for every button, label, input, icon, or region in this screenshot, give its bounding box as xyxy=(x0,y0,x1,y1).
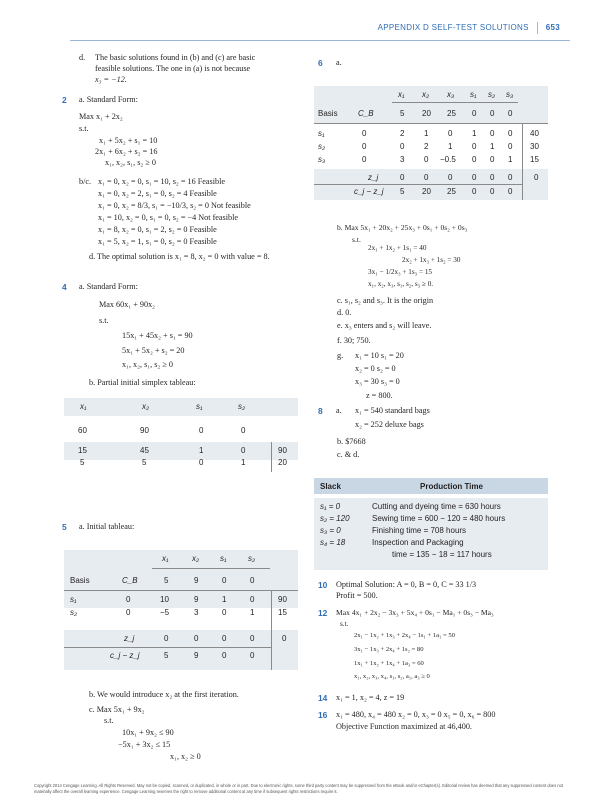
tableau6-cz-s2: 0 xyxy=(490,187,495,196)
tableau5-r1-rhs: 90 xyxy=(278,595,287,604)
tableau6-header-s3: s₃ xyxy=(506,90,514,99)
tableau5-header-s2: s₂ xyxy=(248,554,256,563)
problem-4-objective: Max 60x₁ + 90x₂ xyxy=(99,300,156,309)
tableau6-r1-x3: 0 xyxy=(448,129,453,138)
problem-6-constraint-2: 2x₂ + 1x₃ + 1s₂ = 30 xyxy=(402,256,461,264)
tableau-r2-s2: 1 xyxy=(241,458,246,467)
problem-5-constraint-2: −5x₁ + 3x₂ ≤ 15 xyxy=(118,740,171,749)
tableau6-cz-s3: 0 xyxy=(508,187,513,196)
tableau5-cz-s2: 0 xyxy=(250,651,255,660)
problem-12-number: 12 xyxy=(318,608,328,618)
basic-solution-6: x₁ = 5, x₂ = 1, s₁ = 0, s₂ = 0 Feasible xyxy=(98,237,217,246)
slack-row-2-desc: Sewing time = 600 − 120 = 480 hours xyxy=(372,514,506,523)
problem-4-a: a. Standard Form: xyxy=(79,282,138,291)
problem-16-line1: x₁ = 480, x₄ = 480 x₂ = 0, x₃ = 0 x₅ = 0, x₆ = 800 xyxy=(336,710,496,719)
tableau-rhs-divider xyxy=(271,442,272,472)
tableau6-zj-x2: 0 xyxy=(424,173,429,182)
problem-6-constraint-1: 2x₁ + 1x₂ + 1s₁ = 40 xyxy=(368,244,427,252)
problem-5-constraint-1: 10x₁ + 9x₂ ≤ 90 xyxy=(122,728,174,737)
tableau6-r2-x3: 1 xyxy=(448,142,453,151)
problem-6-g3: x₃ = 30 s₃ = 0 xyxy=(355,377,400,386)
tableau5-r2-cb: 0 xyxy=(126,608,131,617)
tableau6-cz-x1: 5 xyxy=(400,187,405,196)
tableau-header-s2: s₂ xyxy=(238,402,246,411)
tableau-r2-x1: 5 xyxy=(80,458,85,467)
problem-2-constraint-2: 2x₁ + 6x₂ + s₂ = 16 xyxy=(95,147,158,156)
tableau6-r3-rhs: 15 xyxy=(530,155,539,164)
problem-6-st: s.t. xyxy=(352,235,361,244)
tableau6-header-s2: s₂ xyxy=(488,90,496,99)
problem-16-line2: Objective Function maximized at 46,400. xyxy=(336,722,472,731)
tableau5-r2-x2: 3 xyxy=(194,608,199,617)
problem-8-a1: x₁ = 540 standard bags xyxy=(355,406,430,415)
tableau6-r1-s2: 0 xyxy=(490,129,495,138)
problem-2-st: s.t. xyxy=(79,124,89,133)
tableau6-basis-label: Basis xyxy=(318,109,338,118)
problem-6-c: c. s₁, s₂ and s₃. It is the origin xyxy=(337,296,434,305)
tableau5-zj-rule xyxy=(64,647,271,648)
tableau6-rhs-divider xyxy=(522,123,523,200)
tableau5-obj-s2: 0 xyxy=(250,576,255,585)
tableau6-r1-s3: 0 xyxy=(508,129,513,138)
problem-2-a: a. Standard Form: xyxy=(79,95,138,104)
item-d-line3: x₃ = −12. xyxy=(95,75,127,84)
tableau6-obj-x1: 5 xyxy=(400,109,405,118)
problem-5-c: c. Max 5x₁ + 9x₂ xyxy=(89,705,145,714)
problem-2-constraint-1: x₁ + 5x₂ + s₁ = 10 xyxy=(99,136,158,145)
tableau-header-s1: s₁ xyxy=(196,402,203,411)
copyright-footer: Copyright 2014 Cengage Learning. All Rights Reserved. May not be copied, scanned, or duplicated, in whole or in part. Due to electronic rights, some third party content may be suppressed from the eBook and/or eChapter(s). Editorial review has deemed that any suppressed content does not materially affect the overall learning experience. Cengage Learning reserves the right to remove additional content at any time if subsequent rights restrictions require it. xyxy=(34,783,564,794)
tableau6-zj-s3: 0 xyxy=(508,173,513,182)
tableau6-zj-label: z_j xyxy=(368,173,379,182)
tableau-header-x2: x₂ xyxy=(142,402,150,411)
tableau5-header-s1: s₁ xyxy=(220,554,227,563)
slack-row-2-slack: s₂ = 120 xyxy=(320,514,350,523)
tableau6-r2-x1: 0 xyxy=(400,142,405,151)
running-header xyxy=(378,22,560,34)
slack-row-3-desc: Finishing time = 708 hours xyxy=(372,526,467,535)
problem-12-constraint-2: 3x₁ − 1x₃ + 2x₄ + 1s₂ = 80 xyxy=(354,646,424,653)
tableau-r1-x2: 45 xyxy=(140,446,149,455)
slack-row-4-slack: s₄ = 18 xyxy=(320,538,346,547)
tableau6-header-x1: x₁ xyxy=(398,90,405,99)
header-rule xyxy=(70,40,570,41)
tableau5-r1-cb: 0 xyxy=(126,595,131,604)
tableau6-cz-x2: 20 xyxy=(422,187,431,196)
problem-10-line1: Optimal Solution: A = 0, B = 0, C = 33 1/3 xyxy=(336,580,477,589)
problem-14-answer: x₁ = 1, x₂ = 4, z = 19 xyxy=(336,693,405,702)
problem-5-tableau xyxy=(64,550,298,680)
problem-6-b: b. Max 5x₁ + 20x₂ + 25x₃ + 0s₁ + 0s₂ + 0s₃ xyxy=(337,223,468,232)
tableau5-r1-basis: s₁ xyxy=(70,595,77,604)
problem-14-number: 14 xyxy=(318,693,328,703)
tableau-r2-x2: 5 xyxy=(142,458,147,467)
tableau6-cz-x3: 25 xyxy=(447,187,456,196)
tableau5-obj-s1: 0 xyxy=(222,576,227,585)
tableau6-r3-s3: 1 xyxy=(508,155,513,164)
problem-8-c: c. & d. xyxy=(337,450,360,459)
tableau-r1-s1: 1 xyxy=(199,446,204,455)
basic-solution-2: x₁ = 0, x₂ = 2, s₁ = 0, s₂ = 4 Feasible xyxy=(98,189,217,198)
problem-8-number: 8 xyxy=(318,406,323,416)
tableau5-r2-x1: −5 xyxy=(160,608,170,617)
tableau-r2-s1: 0 xyxy=(199,458,204,467)
problem-6-constraint-3: 3x₁ − 1/2x₃ + 1s₃ = 15 xyxy=(368,268,433,276)
basic-solution-5: x₁ = 8, x₂ = 0, s₁ = 2, s₂ = 0 Feasible xyxy=(98,225,217,234)
problem-12-objective: Max 4x₁ + 2x₂ − 3x₃ + 5x₄ + 0s₁ − Ma₁ + 0s₃ − Ma₃ xyxy=(336,608,494,617)
tableau-r1-rhs: 90 xyxy=(278,446,287,455)
tableau5-r2-basis: s₂ xyxy=(70,608,78,617)
item-d-label: d. xyxy=(79,53,86,62)
problem-2-bc-label: b/c. xyxy=(79,177,92,186)
tableau5-obj-x2: 9 xyxy=(194,576,199,585)
slack-table xyxy=(314,478,548,570)
page-number: 653 xyxy=(545,23,560,33)
tableau5-cz-s1: 0 xyxy=(222,651,227,660)
problem-5-nonneg: x₁, x₂ ≥ 0 xyxy=(170,752,201,761)
tableau5-r2-s2: 1 xyxy=(250,608,255,617)
tableau-obj-s2: 0 xyxy=(241,426,246,435)
tableau6-r3-s2: 0 xyxy=(490,155,495,164)
slack-row-4-desc: Inspection and Packaging xyxy=(372,538,464,547)
problem-6-g1: x₁ = 10 s₁ = 20 xyxy=(355,351,404,360)
problem-6-g: g. xyxy=(337,351,344,360)
tableau6-zj-rule xyxy=(314,184,522,185)
tableau5-header-x1: x₁ xyxy=(162,554,169,563)
tableau6-header-s1: s₁ xyxy=(470,90,477,99)
problem-4-constraint-2: 5x₁ + 5x₂ + s₂ = 20 xyxy=(122,346,185,355)
tableau6-r1-x2: 1 xyxy=(424,129,429,138)
tableau6-r1-x1: 2 xyxy=(400,129,405,138)
problem-2-objective: Max x₁ + 2x₂ xyxy=(79,112,123,121)
problem-4-st: s.t. xyxy=(99,316,109,325)
problem-6-number: 6 xyxy=(318,58,323,68)
problem-2-d: d. The optimal solution is x₁ = 8, x₂ = 0 with value = 8. xyxy=(89,252,270,261)
problem-6-g4: z = 800. xyxy=(366,391,393,400)
problem-12-constraint-3: 1x₁ + 1x₂ + 1x₄ + 1a₃ = 60 xyxy=(354,660,424,667)
tableau-header-x1: x₁ xyxy=(80,402,87,411)
tableau6-obj-x2: 20 xyxy=(422,109,431,118)
tableau6-obj-s2: 0 xyxy=(490,109,495,118)
tableau-mid-band xyxy=(64,442,298,460)
tableau6-obj-x3: 25 xyxy=(447,109,456,118)
header-divider xyxy=(537,22,538,34)
tableau6-zj-x3: 0 xyxy=(448,173,453,182)
problem-4-b: b. Partial initial simplex tableau: xyxy=(89,378,196,387)
problem-12-constraint-1: 2x₁ − 1x₂ + 1x₃ + 2x₄ − 1s₁ + 1a₁ = 50 xyxy=(354,632,455,639)
tableau6-header-rule xyxy=(392,102,518,103)
tableau6-zj-rhs: 0 xyxy=(534,173,539,182)
tableau5-zj-label: z_j xyxy=(124,634,135,643)
problem-5-st: s.t. xyxy=(104,716,114,725)
slack-row-3-slack: s₃ = 0 xyxy=(320,526,341,535)
tableau6-zj-s2: 0 xyxy=(490,173,495,182)
tableau5-basis-label: Basis xyxy=(70,576,90,585)
tableau6-r1-s1: 1 xyxy=(472,129,477,138)
tableau5-cz-label: c_j − z_j xyxy=(110,651,140,660)
tableau6-r1-rhs: 40 xyxy=(530,129,539,138)
tableau5-obj-x1: 5 xyxy=(164,576,169,585)
tableau5-header-rule xyxy=(152,568,270,569)
problem-2-nonneg: x₁, x₂, s₁, s₂ ≥ 0 xyxy=(105,158,156,167)
problem-2-number: 2 xyxy=(62,95,67,105)
problem-4-nonneg: x₁, x₂, s₁, s₂ ≥ 0 xyxy=(122,360,173,369)
tableau6-r2-s3: 0 xyxy=(508,142,513,151)
tableau5-zj-s2: 0 xyxy=(250,634,255,643)
tableau5-zj-rhs: 0 xyxy=(282,634,287,643)
tableau-r2-rhs: 20 xyxy=(278,458,287,467)
tableau-r1-x1: 15 xyxy=(78,446,87,455)
tableau6-r2-s1: 0 xyxy=(472,142,477,151)
tableau5-r1-s1: 1 xyxy=(222,595,227,604)
slack-row-1-slack: s₁ = 0 xyxy=(320,502,341,511)
problem-6-tableau xyxy=(314,86,548,200)
tableau6-cz-s1: 0 xyxy=(472,187,477,196)
problem-16-number: 16 xyxy=(318,710,328,720)
problem-6-g2: x₂ = 0 s₂ = 0 xyxy=(355,364,396,373)
problem-12-nonneg: x₁, x₂, x₃, x₄, s₁, s₂, a₁, a₃ ≥ 0 xyxy=(354,673,430,680)
tableau5-rhs-divider xyxy=(271,590,272,670)
problem-8-a2: x₂ = 252 deluxe bags xyxy=(355,420,424,429)
tableau5-cz-x1: 5 xyxy=(164,651,169,660)
problem-10-line2: Profit = 500. xyxy=(336,591,378,600)
problem-6-a: a. xyxy=(336,58,342,67)
problem-6-d: d. 0. xyxy=(337,308,352,317)
problem-5-b: b. We would introduce x₂ at the first iteration. xyxy=(89,690,239,699)
basic-solution-1: x₁ = 0, x₂ = 0, s₁ = 10, s₂ = 16 Feasible xyxy=(98,177,225,186)
problem-8-b: b. $7668 xyxy=(337,437,366,446)
tableau-obj-s1: 0 xyxy=(199,426,204,435)
tableau6-r3-x3: −0.5 xyxy=(440,155,456,164)
problem-4-tableau xyxy=(64,398,298,493)
tableau6-r2-basis: s₂ xyxy=(318,142,326,151)
tableau6-r2-cb: 0 xyxy=(362,142,367,151)
tableau5-obj-rule xyxy=(64,590,298,591)
problem-4-constraint-1: 15x₁ + 45x₂ + s₁ = 90 xyxy=(122,331,193,340)
appendix-title: APPENDIX D SELF-TEST SOLUTIONS xyxy=(377,23,529,33)
problem-6-f: f. 30; 750. xyxy=(337,336,371,345)
tableau6-r3-basis: s₃ xyxy=(318,155,326,164)
slack-header-time: Production Time xyxy=(420,482,483,491)
slack-row-4-extra: time = 135 − 18 = 117 hours xyxy=(392,550,492,559)
tableau-bottom-band xyxy=(64,630,298,670)
tableau6-obj-s3: 0 xyxy=(508,109,513,118)
tableau5-cz-x2: 9 xyxy=(194,651,199,660)
problem-6-nonneg: x₁, x₂, x₃, s₁, s₂, s₃ ≥ 0. xyxy=(368,280,434,288)
tableau5-zj-x2: 0 xyxy=(194,634,199,643)
tableau6-cb-label: C_B xyxy=(358,109,374,118)
tableau6-r3-x1: 3 xyxy=(400,155,405,164)
tableau5-r1-s2: 0 xyxy=(250,595,255,604)
tableau5-r1-x2: 9 xyxy=(194,595,199,604)
tableau6-r2-s2: 1 xyxy=(490,142,495,151)
tableau6-zj-x1: 0 xyxy=(400,173,405,182)
tableau-r1-s2: 0 xyxy=(241,446,246,455)
tableau5-header-x2: x₂ xyxy=(192,554,200,563)
tableau6-obj-rule xyxy=(314,123,548,124)
tableau6-r3-cb: 0 xyxy=(362,155,367,164)
tableau6-obj-s1: 0 xyxy=(472,109,477,118)
tableau6-header-x2: x₂ xyxy=(422,90,430,99)
tableau6-r1-cb: 0 xyxy=(362,129,367,138)
tableau6-zj-s1: 0 xyxy=(472,173,477,182)
tableau-obj-x1: 60 xyxy=(78,426,87,435)
tableau5-r1-x1: 10 xyxy=(160,595,169,604)
item-d-line2: feasible solutions. The one in (a) is not because xyxy=(95,64,251,73)
tableau6-cz-label: c_j − z_j xyxy=(354,187,384,196)
tableau5-r2-rhs: 15 xyxy=(278,608,287,617)
problem-6-e: e. x₃ enters and s₂ will leave. xyxy=(337,321,432,330)
problem-8-a: a. xyxy=(336,406,342,415)
problem-10-number: 10 xyxy=(318,580,328,590)
tableau6-r2-rhs: 30 xyxy=(530,142,539,151)
tableau-obj-x2: 90 xyxy=(140,426,149,435)
problem-5-number: 5 xyxy=(62,522,67,532)
problem-5-a: a. Initial tableau: xyxy=(79,522,135,531)
problem-12-st: s.t. xyxy=(340,620,349,628)
tableau6-r3-s1: 0 xyxy=(472,155,477,164)
tableau5-zj-s1: 0 xyxy=(222,634,227,643)
tableau6-r1-basis: s₁ xyxy=(318,129,325,138)
slack-header-slack: Slack xyxy=(320,482,341,491)
tableau6-r2-x2: 2 xyxy=(424,142,429,151)
tableau5-zj-x1: 0 xyxy=(164,634,169,643)
tableau6-header-x3: x₃ xyxy=(447,90,455,99)
tableau5-cb-label: C_B xyxy=(122,576,138,585)
tableau-header-band xyxy=(64,398,298,416)
basic-solution-4: x₁ = 10, x₂ = 0, s₁ = 0, s₂ = −4 Not feasible xyxy=(98,213,239,222)
basic-solution-3: x₁ = 0, x₂ = 8/3, s₁ = −10/3, s₂ = 0 Not feasible xyxy=(98,201,251,210)
tableau6-r3-x2: 0 xyxy=(424,155,429,164)
tableau5-r2-s1: 0 xyxy=(222,608,227,617)
item-d-line1: The basic solutions found in (b) and (c) are basic xyxy=(95,53,256,62)
tableau-header-band xyxy=(64,550,298,608)
slack-row-1-desc: Cutting and dyeing time = 630 hours xyxy=(372,502,501,511)
problem-4-number: 4 xyxy=(62,282,67,292)
